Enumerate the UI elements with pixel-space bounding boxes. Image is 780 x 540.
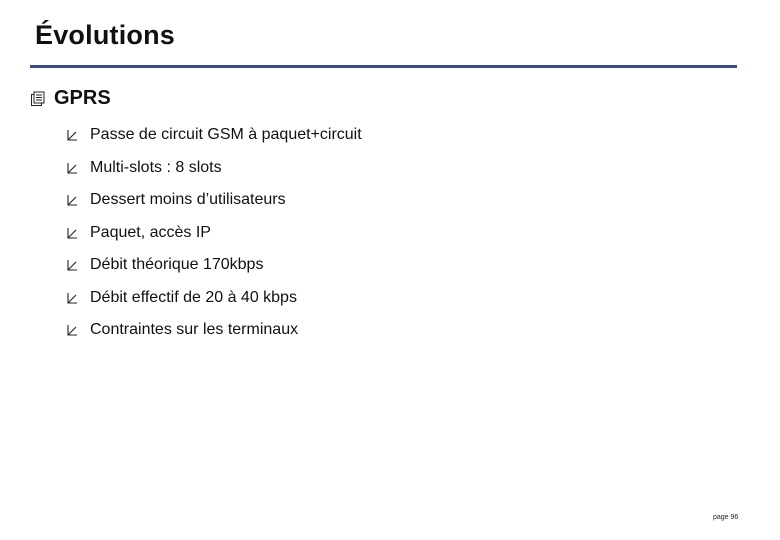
check-pencil-icon bbox=[66, 324, 78, 336]
page-number: page 96 bbox=[713, 514, 739, 521]
main-bullet-gprs bbox=[30, 87, 111, 110]
notepad-icon bbox=[30, 91, 46, 107]
main-bullet-label: GPRS bbox=[54, 87, 111, 109]
list-item bbox=[66, 314, 362, 347]
sub-bullet-text: Passe de circuit GSM à paquet+circuit bbox=[90, 126, 362, 144]
sub-bullet-text: Dessert moins d’utilisateurs bbox=[90, 191, 286, 209]
check-pencil-icon bbox=[66, 259, 78, 271]
check-pencil-icon bbox=[66, 194, 78, 206]
title-divider bbox=[30, 65, 737, 68]
sub-bullet-text: Multi-slots : 8 slots bbox=[90, 158, 222, 176]
check-pencil-icon bbox=[66, 129, 78, 141]
list-item bbox=[66, 119, 362, 152]
sub-bullet-list bbox=[66, 119, 362, 347]
sub-bullet-text: Contraintes sur les terminaux bbox=[90, 321, 299, 339]
sub-bullet-text: Débit effectif de 20 à 40 kbps bbox=[90, 288, 297, 306]
list-item bbox=[66, 217, 362, 250]
check-pencil-icon bbox=[66, 227, 78, 239]
check-pencil-icon bbox=[66, 292, 78, 304]
check-pencil-icon bbox=[66, 162, 78, 174]
list-item bbox=[66, 184, 362, 217]
slide-title: Évolutions bbox=[35, 20, 176, 50]
sub-bullet-text: Débit théorique 170kbps bbox=[90, 256, 264, 274]
list-item bbox=[66, 249, 362, 282]
list-item bbox=[66, 152, 362, 185]
list-item bbox=[66, 282, 362, 315]
sub-bullet-text: Paquet, accès IP bbox=[90, 223, 211, 241]
